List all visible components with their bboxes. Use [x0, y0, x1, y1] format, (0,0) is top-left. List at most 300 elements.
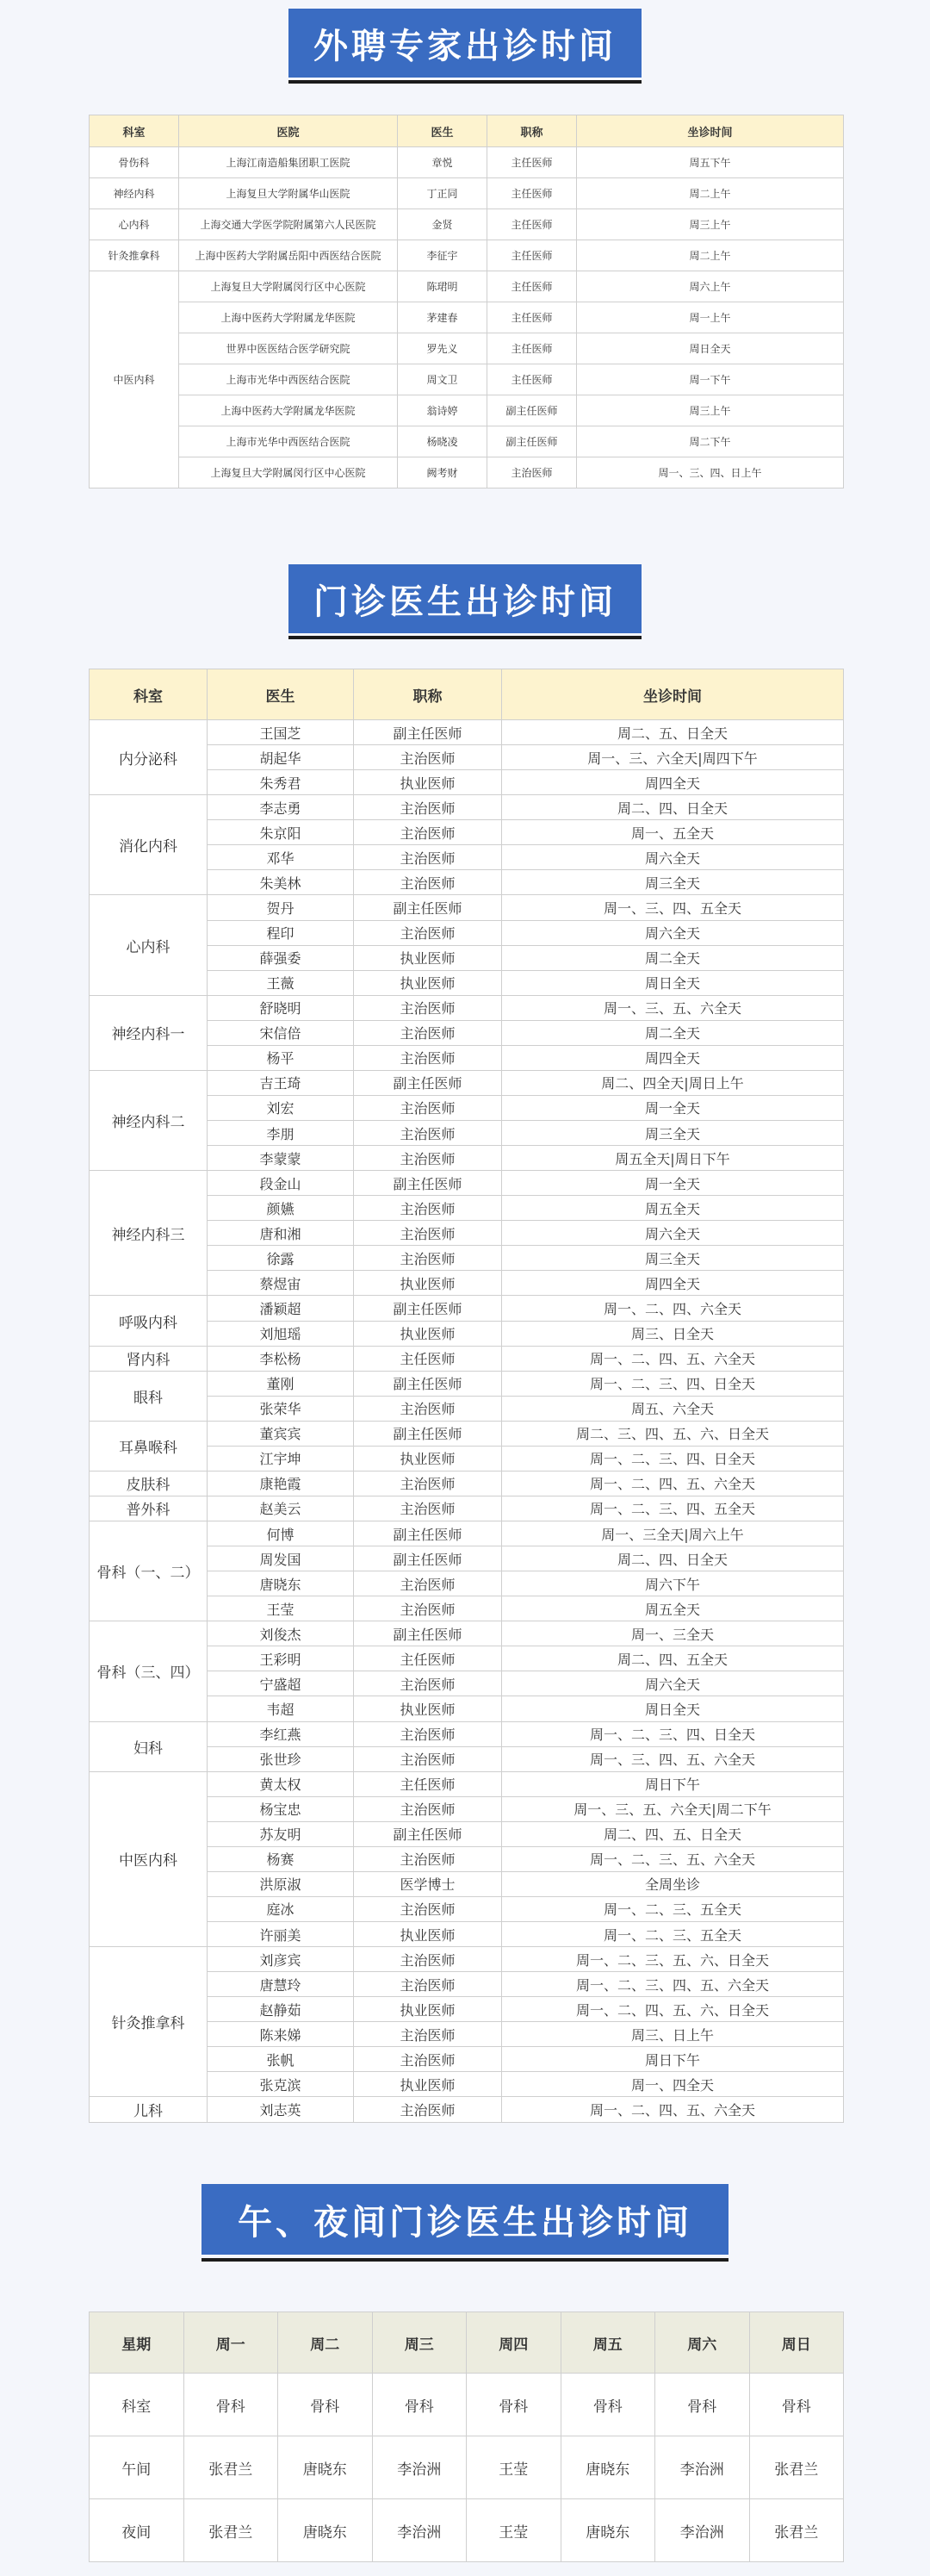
- time-cell: 周一、二、四、五、六全天: [502, 2097, 844, 2122]
- doctor-cell: 薛强委: [208, 945, 354, 970]
- doctor-cell: 章悦: [398, 147, 487, 178]
- dept-cell: 神经内科一: [90, 995, 208, 1070]
- title-cell: 主治医师: [354, 745, 502, 770]
- time-cell: 周二全天: [502, 945, 844, 970]
- hospital-cell: 上海复旦大学附属闵行区中心医院: [179, 271, 398, 302]
- title-cell: 主治医师: [354, 1121, 502, 1146]
- title-cell: 主治医师: [354, 1896, 502, 1921]
- title-cell: 主治医师: [354, 1221, 502, 1246]
- dept-cell: 骨科（一、二）: [90, 1521, 208, 1621]
- doctor-cell: 李松杨: [208, 1346, 354, 1371]
- column-header: 周日: [749, 2312, 844, 2374]
- title-cell: 主治医师: [354, 845, 502, 870]
- doctor-cell: 康艳霞: [208, 1471, 354, 1496]
- title-cell: 主治医师: [354, 795, 502, 820]
- time-cell: 周一、二、四、五、六全天: [502, 1471, 844, 1496]
- title-cell: 主任医师: [487, 178, 577, 209]
- time-cell: 周二、四、五、日全天: [502, 1821, 844, 1846]
- time-cell: 周二上午: [577, 178, 844, 209]
- dept-cell: 神经内科: [90, 178, 179, 209]
- title-cell: 主治医师: [354, 1796, 502, 1821]
- hospital-cell: 上海中医药大学附属岳阳中西医结合医院: [179, 240, 398, 271]
- title-cell: 执业医师: [354, 1997, 502, 2022]
- table-row: [90, 457, 844, 488]
- title-cell: 主任医师: [487, 209, 577, 240]
- time-cell: 周二、四、日全天: [502, 795, 844, 820]
- time-cell: 周二、四、五全天: [502, 1646, 844, 1671]
- doctor-cell: 陈珺明: [398, 271, 487, 302]
- doctor-cell: 王莹: [208, 1596, 354, 1621]
- dept-cell: 肾内科: [90, 1346, 208, 1371]
- time-cell: 周一、三、五、六全天: [502, 995, 844, 1020]
- dept-cell: 骨科（三、四）: [90, 1621, 208, 1721]
- dept-cell: 耳鼻喉科: [90, 1421, 208, 1471]
- table-row: [90, 364, 844, 395]
- title-cell: 主治医师: [354, 1095, 502, 1120]
- schedule-cell: 骨科: [467, 2374, 561, 2436]
- time-cell: 周一下午: [577, 364, 844, 395]
- time-cell: 周三、日全天: [502, 1321, 844, 1346]
- doctor-cell: 杨宝忠: [208, 1796, 354, 1821]
- title-cell: 执业医师: [354, 945, 502, 970]
- table-row: [90, 720, 844, 745]
- hospital-cell: 上海复旦大学附属华山医院: [179, 178, 398, 209]
- title-cell: 副主任医师: [354, 1521, 502, 1546]
- time-cell: 周日全天: [502, 1696, 844, 1721]
- schedule-cell: 唐晓东: [278, 2436, 373, 2499]
- time-cell: 周六全天: [502, 920, 844, 945]
- table-row: [90, 426, 844, 457]
- column-header: 职称: [487, 115, 577, 147]
- table-header-row: [90, 2312, 844, 2374]
- time-cell: 周一、二、四、五、六全天: [502, 1346, 844, 1371]
- dept-cell: 儿科: [90, 2097, 208, 2122]
- time-cell: 周五、六全天: [502, 1396, 844, 1421]
- doctor-cell: 李朋: [208, 1121, 354, 1146]
- row-label-cell: 科室: [90, 2374, 184, 2436]
- table-header-row: [90, 669, 844, 720]
- table-row: [90, 1296, 844, 1321]
- doctor-cell: 段金山: [208, 1171, 354, 1196]
- doctor-cell: 韦超: [208, 1696, 354, 1721]
- section2-title: 门诊医生出诊时间: [288, 564, 642, 633]
- time-cell: 周二、四、日全天: [502, 1546, 844, 1571]
- doctor-cell: 蔡煜宙: [208, 1271, 354, 1296]
- doctor-cell: 丁正同: [398, 178, 487, 209]
- section3-title-underline: [202, 2258, 728, 2262]
- title-cell: 副主任医师: [354, 1171, 502, 1196]
- table-row: [90, 2499, 844, 2562]
- doctor-cell: 刘彦宾: [208, 1947, 354, 1972]
- table-row: [90, 895, 844, 920]
- doctor-cell: 唐和湘: [208, 1221, 354, 1246]
- doctor-cell: 朱秀君: [208, 770, 354, 795]
- time-cell: 周五全天|周日下午: [502, 1146, 844, 1171]
- time-cell: 周一、二、三、四、五全天: [502, 1496, 844, 1521]
- doctor-cell: 吉王琦: [208, 1070, 354, 1095]
- doctor-cell: 黄太权: [208, 1771, 354, 1796]
- table-row: [90, 1521, 844, 1546]
- doctor-cell: 宁盛超: [208, 1671, 354, 1696]
- hospital-cell: 上海交通大学医学院附属第六人民医院: [179, 209, 398, 240]
- title-cell: 副主任医师: [487, 395, 577, 426]
- time-cell: 周五全天: [502, 1596, 844, 1621]
- time-cell: 周二、五、日全天: [502, 720, 844, 745]
- doctor-cell: 杨平: [208, 1045, 354, 1070]
- doctor-cell: 王薇: [208, 970, 354, 995]
- doctor-cell: 程印: [208, 920, 354, 945]
- schedule-cell: 张君兰: [749, 2499, 844, 2562]
- title-cell: 主任医师: [354, 1771, 502, 1796]
- table-row: [90, 795, 844, 820]
- doctor-cell: 赵静茹: [208, 1997, 354, 2022]
- time-cell: 周一、三、四、日上午: [577, 457, 844, 488]
- time-cell: 周六全天: [502, 845, 844, 870]
- column-header: 职称: [354, 669, 502, 720]
- title-cell: 主治医师: [354, 1671, 502, 1696]
- schedule-cell: 张君兰: [749, 2436, 844, 2499]
- time-cell: 周一、三、五、六全天|周二下午: [502, 1796, 844, 1821]
- time-cell: 周四全天: [502, 1271, 844, 1296]
- title-cell: 主任医师: [487, 271, 577, 302]
- title-cell: 主治医师: [354, 870, 502, 895]
- table-row: [90, 178, 844, 209]
- doctor-cell: 刘志英: [208, 2097, 354, 2122]
- table-row: [90, 271, 844, 302]
- doctor-cell: 唐慧玲: [208, 1972, 354, 1997]
- doctor-cell: 唐晓东: [208, 1571, 354, 1596]
- table-row: [90, 2436, 844, 2499]
- doctor-cell: 潘颖超: [208, 1296, 354, 1321]
- doctor-cell: 董刚: [208, 1371, 354, 1396]
- dept-cell: 呼吸内科: [90, 1296, 208, 1346]
- dept-cell: 中医内科: [90, 1771, 208, 1946]
- title-cell: 主治医师: [354, 1020, 502, 1045]
- column-header: 周五: [561, 2312, 655, 2374]
- doctor-cell: 张帆: [208, 2047, 354, 2072]
- title-cell: 主任医师: [487, 147, 577, 178]
- time-cell: 周四全天: [502, 770, 844, 795]
- doctor-cell: 董宾宾: [208, 1421, 354, 1446]
- title-cell: 主治医师: [354, 1496, 502, 1521]
- hospital-cell: 上海复旦大学附属闵行区中心医院: [179, 457, 398, 488]
- title-cell: 主治医师: [354, 1596, 502, 1621]
- table-row: [90, 1070, 844, 1095]
- time-cell: 周一全天: [502, 1171, 844, 1196]
- time-cell: 周六上午: [577, 271, 844, 302]
- table-row: [90, 333, 844, 364]
- time-cell: 周日全天: [502, 970, 844, 995]
- doctor-cell: 许丽美: [208, 1922, 354, 1947]
- time-cell: 周日下午: [502, 2047, 844, 2072]
- title-cell: 执业医师: [354, 1271, 502, 1296]
- time-cell: 周五全天: [502, 1196, 844, 1221]
- schedule-cell: 王莹: [467, 2499, 561, 2562]
- title-cell: 主治医师: [354, 2022, 502, 2047]
- title-cell: 主任医师: [487, 333, 577, 364]
- schedule-cell: 张君兰: [183, 2436, 278, 2499]
- dept-cell: 眼科: [90, 1371, 208, 1421]
- time-cell: 周六全天: [502, 1221, 844, 1246]
- doctor-cell: 刘俊杰: [208, 1621, 354, 1646]
- column-header: 周一: [183, 2312, 278, 2374]
- title-cell: 副主任医师: [354, 895, 502, 920]
- title-cell: 执业医师: [354, 970, 502, 995]
- external-experts-table: [89, 115, 844, 488]
- schedule-cell: 李治洲: [655, 2499, 750, 2562]
- dept-cell: 神经内科三: [90, 1171, 208, 1296]
- title-cell: 主治医师: [354, 995, 502, 1020]
- dept-cell: 针灸推拿科: [90, 240, 179, 271]
- time-cell: 周一、四全天: [502, 2072, 844, 2097]
- dept-cell: 骨伤科: [90, 147, 179, 178]
- title-cell: 主治医师: [354, 820, 502, 845]
- time-cell: 周一、二、三、五、六全天: [502, 1846, 844, 1871]
- title-cell: 执业医师: [354, 1446, 502, 1471]
- title-cell: 副主任医师: [354, 1070, 502, 1095]
- doctor-cell: 罗先义: [398, 333, 487, 364]
- section2-title-underline: [288, 636, 642, 639]
- dept-cell: 内分泌科: [90, 720, 208, 795]
- column-header: 坐诊时间: [577, 115, 844, 147]
- doctor-cell: 阙考财: [398, 457, 487, 488]
- dept-cell: 消化内科: [90, 795, 208, 895]
- table-row: [90, 147, 844, 178]
- time-cell: 周一、三、四、五全天: [502, 895, 844, 920]
- title-cell: 执业医师: [354, 1922, 502, 1947]
- title-cell: 主任医师: [354, 1346, 502, 1371]
- title-cell: 主任医师: [354, 1646, 502, 1671]
- table-row: [90, 1171, 844, 1196]
- doctor-cell: 王国芝: [208, 720, 354, 745]
- title-cell: 主治医师: [354, 1571, 502, 1596]
- time-cell: 周三上午: [577, 209, 844, 240]
- title-cell: 副主任医师: [354, 720, 502, 745]
- title-cell: 主治医师: [354, 1196, 502, 1221]
- schedule-cell: 唐晓东: [561, 2499, 655, 2562]
- time-cell: 周三全天: [502, 1246, 844, 1271]
- table-header-row: [90, 115, 844, 147]
- doctor-cell: 何博: [208, 1521, 354, 1546]
- doctor-cell: 李红燕: [208, 1721, 354, 1746]
- title-cell: 主治医师: [354, 1246, 502, 1271]
- title-cell: 主治医师: [354, 1846, 502, 1871]
- table-row: [90, 1346, 844, 1371]
- doctor-cell: 周文卫: [398, 364, 487, 395]
- title-cell: 执业医师: [354, 770, 502, 795]
- doctor-cell: 刘宏: [208, 1095, 354, 1120]
- column-header: 周四: [467, 2312, 561, 2374]
- dept-cell: 心内科: [90, 895, 208, 995]
- schedule-cell: 骨科: [183, 2374, 278, 2436]
- title-cell: 主治医师: [354, 1396, 502, 1421]
- time-cell: 周一、三、六全天|周四下午: [502, 745, 844, 770]
- title-cell: 主治医师: [354, 1947, 502, 1972]
- dept-cell: 针灸推拿科: [90, 1947, 208, 2097]
- title-cell: 主治医师: [354, 1045, 502, 1070]
- column-header: 科室: [90, 115, 179, 147]
- schedule-cell: 张君兰: [183, 2499, 278, 2562]
- title-cell: 主治医师: [354, 1471, 502, 1496]
- time-cell: 周一、二、三、四、日全天: [502, 1446, 844, 1471]
- table-row: [90, 302, 844, 333]
- time-cell: 周一、二、三、五、六、日全天: [502, 1947, 844, 1972]
- title-cell: 执业医师: [354, 2072, 502, 2097]
- table-row: [90, 2097, 844, 2122]
- hospital-cell: 上海市光华中西医结合医院: [179, 364, 398, 395]
- schedule-cell: 骨科: [749, 2374, 844, 2436]
- time-cell: 周三全天: [502, 1121, 844, 1146]
- title-cell: 主治医师: [354, 2097, 502, 2122]
- title-cell: 副主任医师: [487, 426, 577, 457]
- title-cell: 主治医师: [354, 920, 502, 945]
- doctor-cell: 刘旭瑶: [208, 1321, 354, 1346]
- schedule-cell: 骨科: [278, 2374, 373, 2436]
- doctor-cell: 李志勇: [208, 795, 354, 820]
- outpatient-doctors-table: [89, 669, 844, 2123]
- time-cell: 周一、二、三、五全天: [502, 1896, 844, 1921]
- table-row: [90, 1471, 844, 1496]
- time-cell: 周一、二、三、四、五、六全天: [502, 1972, 844, 1997]
- dept-cell: 神经内科二: [90, 1070, 208, 1170]
- schedule-cell: 李治洲: [655, 2436, 750, 2499]
- column-header: 医院: [179, 115, 398, 147]
- table-row: [90, 1947, 844, 1972]
- table-row: [90, 1371, 844, 1396]
- hospital-cell: 上海中医药大学附属龙华医院: [179, 395, 398, 426]
- row-label-cell: 午间: [90, 2436, 184, 2499]
- schedule-cell: 李治洲: [372, 2436, 467, 2499]
- dept-cell: 妇科: [90, 1721, 208, 1771]
- table-row: [90, 240, 844, 271]
- time-cell: 周一、二、三、四、日全天: [502, 1371, 844, 1396]
- title-cell: 副主任医师: [354, 1421, 502, 1446]
- doctor-cell: 庭冰: [208, 1896, 354, 1921]
- time-cell: 周五下午: [577, 147, 844, 178]
- table-row: [90, 395, 844, 426]
- time-cell: 周六下午: [502, 1571, 844, 1596]
- column-header: 医生: [398, 115, 487, 147]
- time-cell: 周一、二、三、四、日全天: [502, 1721, 844, 1746]
- time-cell: 周一上午: [577, 302, 844, 333]
- doctor-cell: 宋信倍: [208, 1020, 354, 1045]
- doctor-cell: 朱美林: [208, 870, 354, 895]
- doctor-cell: 邓华: [208, 845, 354, 870]
- time-cell: 周四全天: [502, 1045, 844, 1070]
- title-cell: 主任医师: [487, 240, 577, 271]
- doctor-cell: 王彩明: [208, 1646, 354, 1671]
- title-cell: 主治医师: [354, 1146, 502, 1171]
- doctor-cell: 贺丹: [208, 895, 354, 920]
- time-cell: 周二下午: [577, 426, 844, 457]
- doctor-cell: 洪原淑: [208, 1871, 354, 1896]
- doctor-cell: 朱京阳: [208, 820, 354, 845]
- hospital-cell: 上海中医药大学附属龙华医院: [179, 302, 398, 333]
- doctor-cell: 周发国: [208, 1546, 354, 1571]
- title-cell: 副主任医师: [354, 1621, 502, 1646]
- column-header: 科室: [90, 669, 208, 720]
- column-header: 坐诊时间: [502, 669, 844, 720]
- time-cell: 周六全天: [502, 1671, 844, 1696]
- time-cell: 周一、五全天: [502, 820, 844, 845]
- doctor-cell: 张荣华: [208, 1396, 354, 1421]
- doctor-cell: 江宇坤: [208, 1446, 354, 1471]
- doctor-cell: 张世珍: [208, 1746, 354, 1771]
- table-row: [90, 1421, 844, 1446]
- section1-title-underline: [288, 80, 642, 84]
- schedule-cell: 唐晓东: [278, 2499, 373, 2562]
- column-header: 周三: [372, 2312, 467, 2374]
- noon-night-clinic-table: [89, 2312, 844, 2562]
- column-header: 周六: [655, 2312, 750, 2374]
- schedule-cell: 李治洲: [372, 2499, 467, 2562]
- doctor-cell: 徐露: [208, 1246, 354, 1271]
- time-cell: 周一、三全天|周六上午: [502, 1521, 844, 1546]
- doctor-cell: 李征宇: [398, 240, 487, 271]
- doctor-cell: 苏友明: [208, 1821, 354, 1846]
- doctor-cell: 陈来娣: [208, 2022, 354, 2047]
- title-cell: 副主任医师: [354, 1546, 502, 1571]
- table-row: [90, 2374, 844, 2436]
- time-cell: 周一、三、四、五、六全天: [502, 1746, 844, 1771]
- time-cell: 周二、四全天|周日上午: [502, 1070, 844, 1095]
- time-cell: 周三、日上午: [502, 2022, 844, 2047]
- title-cell: 医学博士: [354, 1871, 502, 1896]
- doctor-cell: 舒晓明: [208, 995, 354, 1020]
- title-cell: 执业医师: [354, 1696, 502, 1721]
- table-row: [90, 1721, 844, 1746]
- time-cell: 周二、三、四、五、六、日全天: [502, 1421, 844, 1446]
- section1-title: 外聘专家出诊时间: [288, 9, 642, 78]
- time-cell: 周日下午: [502, 1771, 844, 1796]
- title-cell: 副主任医师: [354, 1371, 502, 1396]
- time-cell: 周一、三全天: [502, 1621, 844, 1646]
- doctor-cell: 赵美云: [208, 1496, 354, 1521]
- title-cell: 主治医师: [354, 2047, 502, 2072]
- doctor-cell: 金贤: [398, 209, 487, 240]
- title-cell: 副主任医师: [354, 1821, 502, 1846]
- schedule-cell: 骨科: [561, 2374, 655, 2436]
- title-cell: 主任医师: [487, 302, 577, 333]
- title-cell: 执业医师: [354, 1321, 502, 1346]
- doctor-cell: 杨晓凌: [398, 426, 487, 457]
- column-header: 周二: [278, 2312, 373, 2374]
- time-cell: 周一、二、四、六全天: [502, 1296, 844, 1321]
- section3-title: 午、夜间门诊医生出诊时间: [202, 2184, 728, 2255]
- doctor-cell: 李蒙蒙: [208, 1146, 354, 1171]
- title-cell: 主治医师: [354, 1972, 502, 1997]
- time-cell: 周一、二、四、五、六、日全天: [502, 1997, 844, 2022]
- column-header: 星期: [90, 2312, 184, 2374]
- time-cell: 周三全天: [502, 870, 844, 895]
- doctor-cell: 翁诗婷: [398, 395, 487, 426]
- doctor-cell: 胡起华: [208, 745, 354, 770]
- doctor-cell: 茅建春: [398, 302, 487, 333]
- time-cell: 周二上午: [577, 240, 844, 271]
- title-cell: 主治医师: [354, 1746, 502, 1771]
- time-cell: 周日全天: [577, 333, 844, 364]
- doctor-cell: 杨赛: [208, 1846, 354, 1871]
- table-row: [90, 1621, 844, 1646]
- time-cell: 周一全天: [502, 1095, 844, 1120]
- schedule-cell: 骨科: [372, 2374, 467, 2436]
- dept-cell: 中医内科: [90, 271, 179, 488]
- title-cell: 副主任医师: [354, 1296, 502, 1321]
- title-cell: 主治医师: [487, 457, 577, 488]
- schedule-cell: 王莹: [467, 2436, 561, 2499]
- doctor-cell: 颜嬿: [208, 1196, 354, 1221]
- dept-cell: 皮肤科: [90, 1471, 208, 1496]
